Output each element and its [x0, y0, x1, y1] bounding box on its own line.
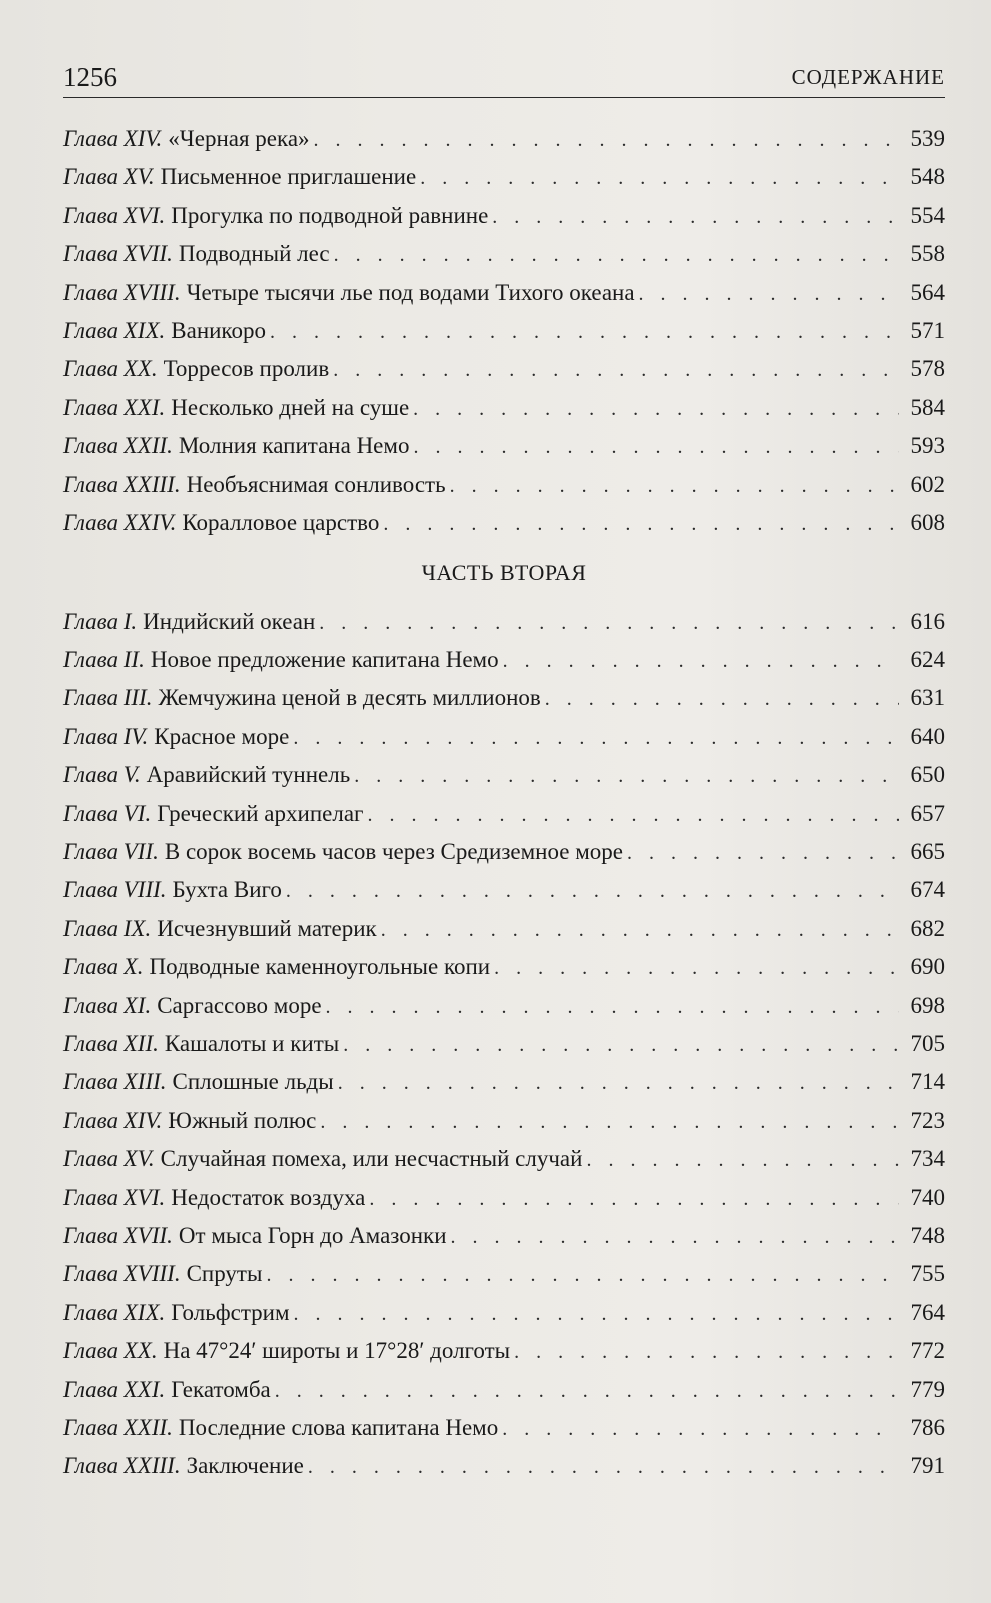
table-of-contents — [63, 120, 945, 1486]
chapter-label: Глава XVII. — [63, 241, 173, 267]
chapter-title: Гольфстрим — [171, 1299, 290, 1325]
toc-entry — [63, 120, 945, 158]
chapter-page-number: 698 — [910, 992, 945, 1018]
chapter-title: Бухта Виго — [172, 877, 282, 903]
toc-entry — [63, 1102, 945, 1140]
chapter-label: Глава XX. — [63, 356, 158, 382]
chapter-page-number: 674 — [910, 877, 945, 903]
chapter-label: Глава XVIII. — [63, 279, 181, 305]
chapter-title: На 47°24′ широты и 17°28′ долготы — [163, 1338, 511, 1364]
dot-leader — [275, 1372, 899, 1410]
dot-leader — [420, 159, 899, 197]
toc-entry — [63, 718, 945, 756]
dot-leader — [502, 1410, 899, 1448]
dot-leader — [338, 1064, 899, 1102]
chapter-title: Случайная помеха, или несчастный случай — [160, 1146, 583, 1172]
dot-leader — [270, 313, 899, 351]
chapter-label: Глава XXII. — [63, 433, 173, 459]
dot-leader — [369, 1180, 899, 1218]
chapter-label: Глава VIII. — [63, 877, 167, 903]
toc-entry — [63, 1063, 945, 1101]
chapter-title: Подводные каменноугольные копи — [149, 954, 491, 980]
dot-leader — [413, 428, 899, 466]
chapter-page-number: 705 — [910, 1030, 945, 1056]
chapter-title: Коралловое царство — [182, 509, 380, 535]
chapter-page-number: 723 — [910, 1107, 945, 1133]
chapter-title: Исчезнувший материк — [157, 915, 377, 941]
dot-leader — [319, 604, 899, 642]
chapter-label: Глава XX. — [63, 1338, 158, 1364]
chapter-label: Глава XVII. — [63, 1222, 173, 1248]
page-header — [63, 52, 945, 92]
chapter-label: Глава XXIV. — [63, 509, 177, 535]
chapter-page-number: 539 — [910, 126, 945, 151]
chapter-page-number: 608 — [910, 509, 945, 535]
dot-leader — [545, 680, 899, 718]
chapter-label: Глава XIX. — [63, 317, 166, 343]
toc-entry — [63, 1025, 945, 1063]
dot-leader — [494, 949, 899, 987]
chapter-title: Новое предложение капитана Немо — [150, 647, 499, 673]
chapter-label: Глава X. — [63, 954, 144, 980]
toc-entry — [63, 197, 945, 235]
chapter-page-number: 734 — [910, 1146, 945, 1172]
dot-leader — [333, 351, 899, 389]
toc-entry — [63, 1140, 945, 1178]
chapter-title: «Черная река» — [168, 126, 310, 151]
chapter-page-number: 616 — [910, 608, 945, 634]
chapter-title: Необъяснимая сонливость — [186, 471, 446, 497]
dot-leader — [383, 505, 899, 543]
chapter-page-number: 791 — [910, 1453, 945, 1479]
part-two-list — [63, 603, 945, 1486]
toc-entry — [63, 427, 945, 465]
chapter-title: Жемчужина ценой в десять миллионов — [158, 685, 541, 711]
chapter-page-number: 690 — [910, 954, 945, 980]
toc-entry — [63, 235, 945, 273]
toc-entry — [63, 1217, 945, 1255]
toc-entry — [63, 1447, 945, 1485]
chapter-page-number: 602 — [910, 471, 945, 497]
dot-leader — [413, 390, 899, 428]
header-rule — [63, 97, 945, 98]
toc-entry — [63, 1294, 945, 1332]
chapter-page-number: 748 — [910, 1222, 945, 1248]
chapter-label: Глава II. — [63, 647, 145, 673]
toc-entry — [63, 1371, 945, 1409]
toc-entry — [63, 389, 945, 427]
chapter-page-number: 657 — [910, 800, 945, 826]
page-number: 1256 — [63, 62, 117, 92]
toc-entry — [63, 795, 945, 833]
chapter-label: Глава III. — [63, 685, 153, 711]
dot-leader — [503, 642, 899, 680]
chapter-title: В сорок восемь часов через Средиземное море — [164, 839, 623, 865]
chapter-page-number: 755 — [910, 1261, 945, 1287]
dot-leader — [451, 1218, 899, 1256]
part-one-list — [63, 120, 945, 542]
dot-leader — [286, 872, 899, 910]
chapter-title: Недостаток воздуха — [171, 1184, 366, 1210]
chapter-page-number: 772 — [910, 1338, 945, 1364]
dot-leader — [586, 1141, 899, 1179]
dot-leader — [320, 1103, 899, 1141]
chapter-title: Торресов пролив — [163, 356, 330, 382]
chapter-label: Глава IX. — [63, 915, 152, 941]
toc-entry — [63, 987, 945, 1025]
dot-leader — [314, 121, 899, 159]
chapter-label: Глава XIX. — [63, 1299, 166, 1325]
chapter-page-number: 786 — [910, 1414, 945, 1440]
chapter-label: Глава XXI. — [63, 1376, 166, 1402]
chapter-title: Южный полюс — [168, 1107, 317, 1133]
chapter-title: Аравийский туннель — [146, 762, 351, 788]
chapter-title: Саргассово море — [157, 992, 322, 1018]
chapter-title: Ваникоро — [171, 317, 266, 343]
dot-leader — [492, 198, 899, 236]
toc-entry — [63, 871, 945, 909]
dot-leader — [294, 1295, 899, 1333]
toc-entry — [63, 350, 945, 388]
chapter-label: Глава XV. — [63, 164, 155, 190]
dot-leader — [343, 1026, 899, 1064]
chapter-page-number: 665 — [910, 839, 945, 865]
chapter-label: Глава XXI. — [63, 394, 166, 420]
dot-leader — [381, 911, 899, 949]
chapter-label: Глава IV. — [63, 723, 149, 749]
chapter-title: Спруты — [186, 1261, 263, 1287]
chapter-page-number: 593 — [910, 433, 945, 459]
chapter-page-number: 640 — [910, 723, 945, 749]
toc-entry — [63, 312, 945, 350]
chapter-page-number: 554 — [910, 202, 945, 228]
part-two-heading: ЧАСТЬ ВТОРАЯ — [421, 560, 587, 586]
toc-entry — [63, 1255, 945, 1293]
dot-leader — [450, 467, 899, 505]
chapter-label: Глава XVI. — [63, 202, 166, 228]
chapter-page-number: 548 — [910, 164, 945, 190]
dot-leader — [367, 796, 899, 834]
running-head: СОДЕРЖАНИЕ — [791, 65, 945, 89]
chapter-label: Глава V. — [63, 762, 141, 788]
toc-entry — [63, 466, 945, 504]
chapter-page-number: 624 — [910, 647, 945, 673]
chapter-title: Молния капитана Немо — [178, 433, 410, 459]
dot-leader — [293, 719, 899, 757]
toc-entry — [63, 679, 945, 717]
dot-leader — [639, 275, 899, 313]
chapter-title: Несколько дней на суше — [171, 394, 410, 420]
chapter-page-number: 584 — [910, 394, 945, 420]
chapter-title: Сплошные льды — [172, 1069, 334, 1095]
dot-leader — [266, 1256, 899, 1294]
chapter-label: Глава XIII. — [63, 1069, 167, 1095]
toc-entry — [63, 158, 945, 196]
chapter-page-number: 682 — [910, 915, 945, 941]
chapter-title: От мыса Горн до Амазонки — [178, 1222, 447, 1248]
chapter-title: Индийский океан — [143, 608, 316, 634]
toc-entry — [63, 756, 945, 794]
chapter-label: Глава XVI. — [63, 1184, 166, 1210]
chapter-page-number: 740 — [910, 1184, 945, 1210]
chapter-page-number: 558 — [910, 241, 945, 267]
dot-leader — [308, 1448, 899, 1486]
chapter-label: Глава XVIII. — [63, 1261, 181, 1287]
chapter-title: Кашалоты и киты — [164, 1030, 340, 1056]
dot-leader — [326, 988, 899, 1026]
chapter-label: Глава I. — [63, 608, 138, 634]
chapter-label: Глава XIV. — [63, 1107, 163, 1133]
chapter-page-number: 571 — [910, 317, 945, 343]
toc-entry — [63, 504, 945, 542]
chapter-label: Глава XV. — [63, 1146, 155, 1172]
chapter-title: Красное море — [154, 723, 290, 749]
dot-leader — [334, 236, 899, 274]
chapter-label: Глава XIV. — [63, 126, 163, 151]
chapter-title: Подводный лес — [178, 241, 330, 267]
toc-entry — [63, 641, 945, 679]
chapter-label: Глава XI. — [63, 992, 152, 1018]
dot-leader — [354, 757, 899, 795]
chapter-page-number: 578 — [910, 356, 945, 382]
chapter-page-number: 564 — [910, 279, 945, 305]
chapter-label: Глава XXII. — [63, 1414, 173, 1440]
chapter-title: Гекатомба — [171, 1376, 271, 1402]
chapter-label: Глава XXIII. — [63, 471, 181, 497]
chapter-page-number: 714 — [910, 1069, 945, 1095]
toc-entry — [63, 274, 945, 312]
toc-entry — [63, 910, 945, 948]
chapter-title: Четыре тысячи лье под водами Тихого океана — [186, 279, 635, 305]
toc-entry — [63, 603, 945, 641]
chapter-page-number: 650 — [910, 762, 945, 788]
chapter-label: Глава XII. — [63, 1030, 159, 1056]
toc-entry — [63, 1179, 945, 1217]
toc-entry — [63, 948, 945, 986]
chapter-title: Последние слова капитана Немо — [178, 1414, 499, 1440]
chapter-page-number: 764 — [910, 1299, 945, 1325]
dot-leader — [514, 1333, 899, 1371]
chapter-label: Глава VII. — [63, 839, 159, 865]
chapter-title: Заключение — [186, 1453, 304, 1479]
chapter-page-number: 631 — [910, 685, 945, 711]
toc-entry — [63, 1332, 945, 1370]
toc-entry — [63, 1409, 945, 1447]
dot-leader — [627, 834, 899, 872]
chapter-title: Письменное приглашение — [160, 164, 417, 190]
chapter-title: Греческий архипелаг — [157, 800, 364, 826]
chapter-title: Прогулка по подводной равнине — [171, 202, 489, 228]
chapter-page-number: 779 — [910, 1376, 945, 1402]
chapter-label: Глава XXIII. — [63, 1453, 181, 1479]
chapter-label: Глава VI. — [63, 800, 152, 826]
toc-entry — [63, 833, 945, 871]
